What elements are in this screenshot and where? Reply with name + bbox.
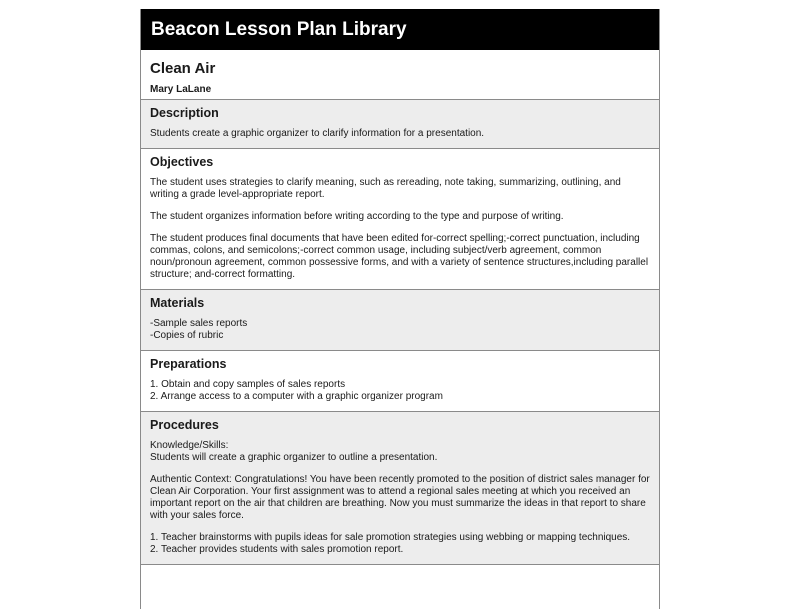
procedures-section	[141, 412, 659, 565]
preparations-section	[141, 351, 659, 412]
authentic-context: Authentic Context: Congratulations! You have been recently promoted to the position of district sales manager for Clean Air Corporation. Your first assignment was to attend a regional sales meeting at which you received an important report on the air that children are breathing. Now you must summarize the ideas in that report to share with your sales force.	[150, 474, 650, 521]
preparation-item: 1. Obtain and copy samples of sales reports	[150, 379, 346, 390]
objectives-heading: Objectives	[150, 155, 214, 169]
material-item: -Sample sales reports	[150, 318, 248, 329]
objective-item: The student organizes information before writing according to the type and purpose of writing.	[150, 211, 564, 222]
preparations-heading: Preparations	[150, 357, 227, 371]
lesson-title: Clean Air	[150, 60, 216, 77]
procedure-step: 1. Teacher brainstorms with pupils ideas for sale promotion strategies using webbing or mapping techniques.	[150, 532, 631, 543]
materials-heading: Materials	[150, 296, 205, 310]
materials-section	[141, 290, 659, 351]
procedure-step: 2. Teacher provides students with sales promotion report.	[150, 544, 404, 555]
procedures-heading: Procedures	[150, 418, 219, 432]
description-section	[141, 100, 659, 149]
objective-item: The student produces final documents that have been edited for-correct spelling;-correct punctuation, including commas, colons, and semicolons;-correct common usage, including subject/verb agreement, common noun/pronoun agreement, common possessive forms, and with a variety of sentence structures,including parallel structure; and-correct formatting.	[150, 233, 649, 280]
site-banner	[141, 9, 659, 50]
lesson-header	[141, 50, 659, 100]
material-item: -Copies of rubric	[150, 330, 224, 341]
site-title: Beacon Lesson Plan Library	[151, 19, 407, 40]
preparation-item: 2. Arrange access to a computer with a graphic organizer program	[150, 391, 443, 402]
description-text: Students create a graphic organizer to clarify information for a presentation.	[150, 128, 485, 139]
lesson-author: Mary LaLane	[150, 84, 212, 95]
description-heading: Description	[150, 106, 219, 120]
knowledge-text: Students will create a graphic organizer to outline a presentation.	[150, 452, 438, 463]
knowledge-label: Knowledge/Skills:	[150, 440, 229, 451]
objectives-section	[141, 149, 659, 290]
objective-item: The student uses strategies to clarify meaning, such as rereading, note taking, summarizing, outlining, and writing a grade level-appropriate report.	[150, 177, 621, 200]
lesson-page	[140, 9, 660, 609]
